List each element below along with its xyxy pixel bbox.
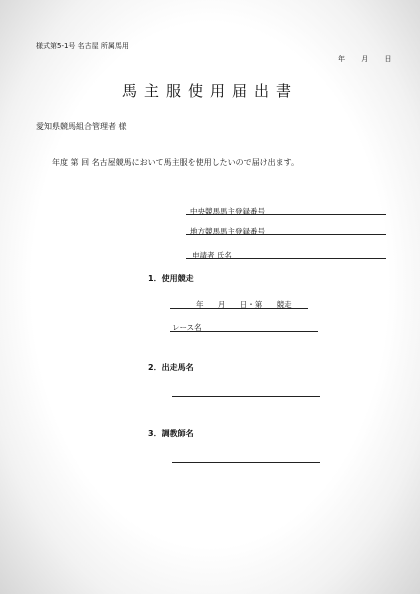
section-race-heading: 1．使用競走 — [148, 274, 194, 283]
submission-date-line: 年 月 日 — [338, 55, 392, 63]
document-title: 馬主服使用届出書 — [121, 82, 298, 100]
race-name-label: レース名 — [172, 323, 202, 332]
local-owner-number-field[interactable] — [186, 234, 386, 235]
local-owner-number-label: 地方競馬馬主登録番号 — [190, 227, 265, 236]
trainer-name-field[interactable] — [172, 462, 320, 463]
horse-name-field[interactable] — [172, 396, 320, 397]
notice-text: 年度 第 回 名古屋競馬において馬主服を使用したいので届け出ます。 — [52, 158, 299, 167]
applicant-name-label: 申請者 氏名 — [192, 251, 232, 260]
race-date-field[interactable] — [170, 308, 308, 309]
form-id: 様式第5-1号 名古屋 所属馬用 — [36, 42, 129, 50]
applicant-name-field[interactable] — [186, 258, 386, 259]
central-owner-number-field[interactable] — [186, 214, 386, 215]
section-trainer-heading: 3．調教師名 — [148, 429, 194, 438]
section-horse-heading: 2．出走馬名 — [148, 363, 194, 372]
central-owner-number-label: 中央競馬馬主登録番号 — [190, 207, 265, 216]
race-name-field[interactable] — [170, 331, 318, 332]
race-date-line: 年 月 日・第 競走 — [196, 300, 292, 309]
addressee: 愛知県競馬組合管理者 様 — [36, 122, 127, 131]
